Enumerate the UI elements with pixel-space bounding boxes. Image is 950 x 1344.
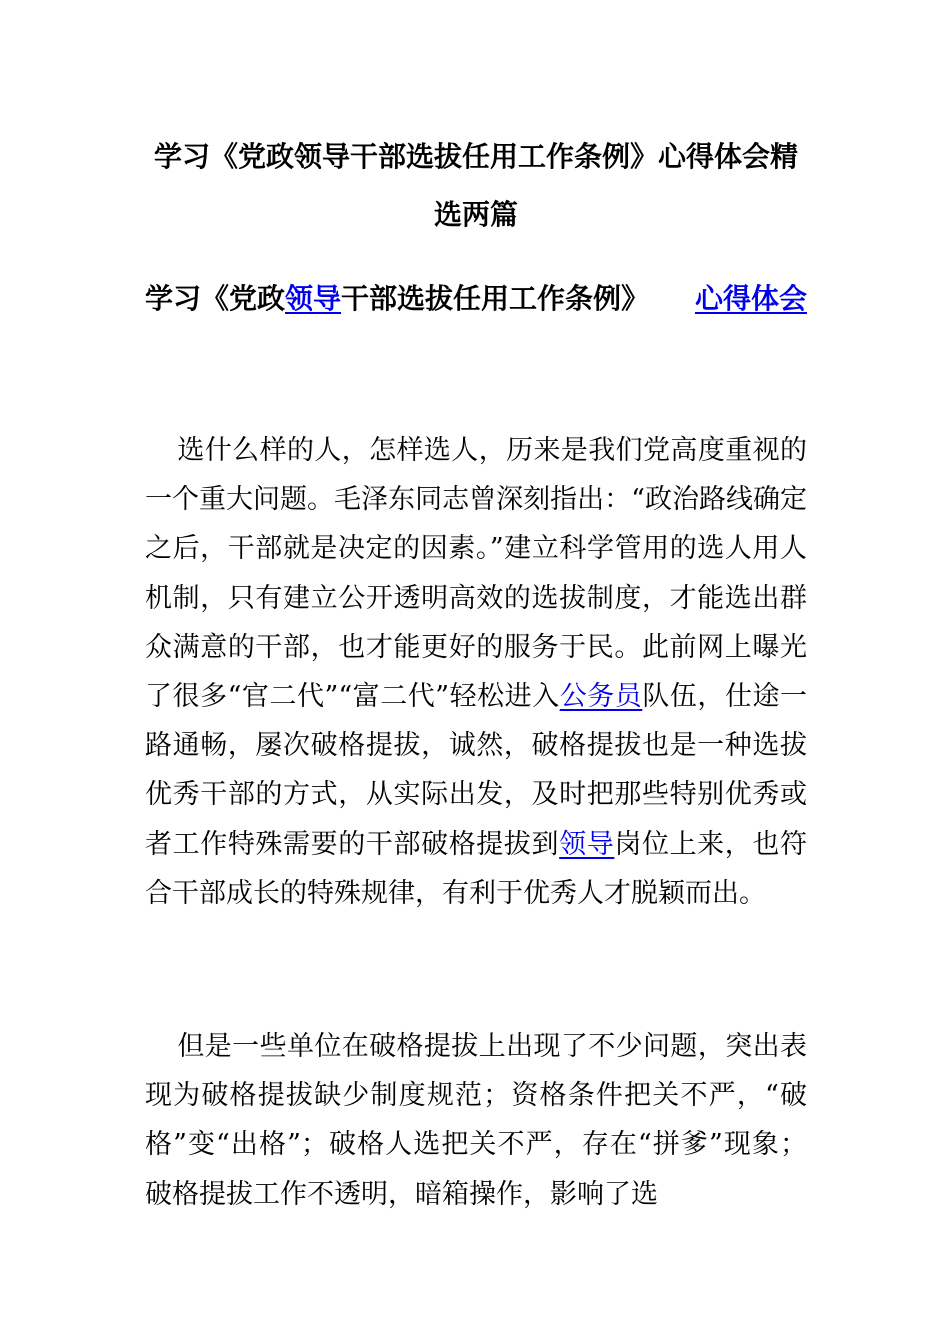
body-paragraph-1 <box>145 426 807 918</box>
document-title: 学习《党政领导干部选拔任用工作条例》心得体会精选两篇 <box>153 140 798 231</box>
paragraph-1-text-3: 岗位上来，也符合干部成长的特殊规律，有利于优秀人才脱颖而出。 <box>145 828 808 909</box>
paragraph-1-text-2: 队伍，仕途一路通畅，屡次破格提拔，诚然，破格提拔也是一种选拔优秀干部的方式，从实际出发，及时把那些特别优秀或者工作特殊需要的干部破格提拔到 <box>145 681 808 860</box>
link-civil-servant[interactable]: 公务员 <box>559 681 643 713</box>
subtitle-link-leadership[interactable]: 领导 <box>285 282 342 315</box>
subtitle-text-part2: 干部选拔任用工作条例》 <box>341 282 650 315</box>
paragraph-2-text: 但是一些单位在破格提拔上出现了不少问题，突出表现为破格提拔缺少制度规范；资格条件把关不严，“破格”变“出格”；破格人选把关不严，存在“拼爹”现象；破格提拔工作不透明，暗箱操作，影响了选 <box>145 1031 807 1210</box>
body-paragraph-2 <box>145 1022 807 1219</box>
subtitle-heading <box>145 276 807 322</box>
subtitle-link-experience[interactable]: 心得体会 <box>694 282 807 315</box>
link-leadership[interactable]: 领导 <box>559 828 615 860</box>
subtitle-text-part1: 学习《党政 <box>145 282 286 315</box>
paragraph-1-text-1: 选什么样的人，怎样选人，历来是我们党高度重视的一个重大问题。毛泽东同志曾深刻指出：“政治路线确定之后，干部就是决定的因素。”建立科学管用的选人用人机制，只有建立公开透明高效的选拔制度，才能选出群众满意的干部，也才能更好的服务于民。此前网上曝光了很多“官二代”“富二代”轻松进入 <box>145 435 807 713</box>
